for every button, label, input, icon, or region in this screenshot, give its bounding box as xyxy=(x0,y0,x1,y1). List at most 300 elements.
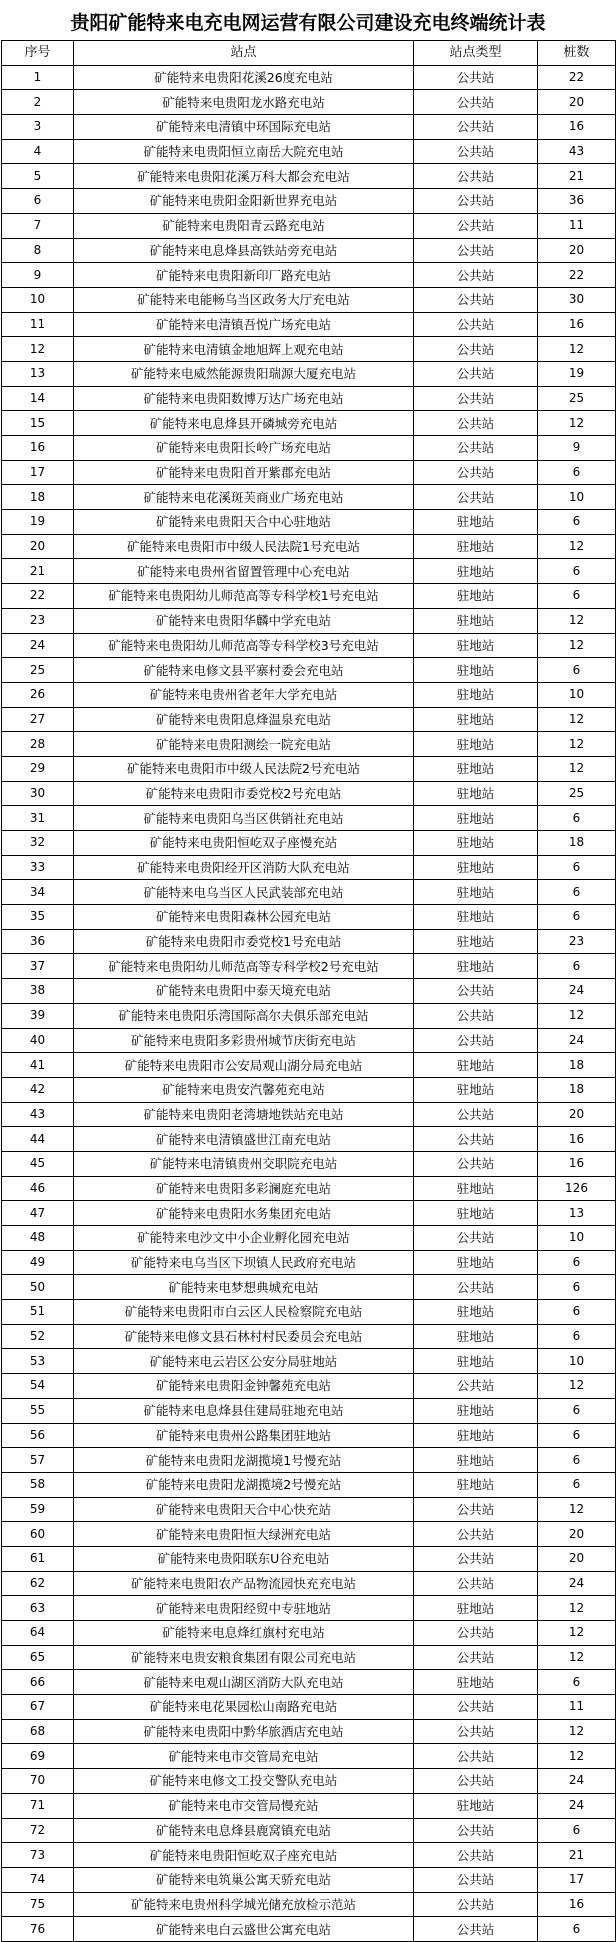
row-index: 47 xyxy=(2,1201,74,1226)
row-pile-count: 16 xyxy=(538,115,616,140)
row-index: 48 xyxy=(2,1226,74,1251)
table-row xyxy=(2,1769,616,1794)
row-index: 41 xyxy=(2,1053,74,1078)
row-station-name: 矿能特来电贵阳中黔华旅酒店充电站 xyxy=(74,1719,414,1744)
row-station-type: 公共站 xyxy=(414,1003,538,1028)
row-index: 3 xyxy=(2,115,74,140)
row-station-type: 驻地站 xyxy=(414,1793,538,1818)
row-index: 66 xyxy=(2,1670,74,1695)
row-pile-count: 22 xyxy=(538,263,616,288)
table-row xyxy=(2,806,616,831)
row-pile-count: 25 xyxy=(538,386,616,411)
table-row xyxy=(2,584,616,609)
row-station-name: 矿能特来电修文县平寨村委会充电站 xyxy=(74,658,414,683)
row-station-type: 驻地站 xyxy=(414,1201,538,1226)
row-index: 1 xyxy=(2,65,74,90)
row-index: 33 xyxy=(2,855,74,880)
row-pile-count: 19 xyxy=(538,361,616,386)
row-index: 63 xyxy=(2,1596,74,1621)
row-station-name: 矿能特来电花溪斑芙商业广场充电站 xyxy=(74,485,414,510)
row-pile-count: 6 xyxy=(538,1250,616,1275)
row-station-type: 驻地站 xyxy=(414,658,538,683)
row-pile-count: 16 xyxy=(538,1892,616,1917)
row-station-type: 驻地站 xyxy=(414,584,538,609)
table-row xyxy=(2,213,616,238)
table-row xyxy=(2,682,616,707)
row-index: 40 xyxy=(2,1028,74,1053)
row-station-name: 矿能特来电贵阳息烽温泉充电站 xyxy=(74,707,414,732)
row-index: 31 xyxy=(2,806,74,831)
row-pile-count: 6 xyxy=(538,954,616,979)
row-station-type: 公共站 xyxy=(414,337,538,362)
row-station-name: 矿能特来电贵安粮食集团有限公司充电站 xyxy=(74,1645,414,1670)
row-station-name: 矿能特来电观山湖区消防大队充电站 xyxy=(74,1670,414,1695)
row-pile-count: 24 xyxy=(538,979,616,1004)
row-station-type: 公共站 xyxy=(414,1818,538,1843)
row-pile-count: 25 xyxy=(538,781,616,806)
row-pile-count: 12 xyxy=(538,756,616,781)
row-station-type: 驻地站 xyxy=(414,1472,538,1497)
row-station-type: 公共站 xyxy=(414,1744,538,1769)
table-row xyxy=(2,1472,616,1497)
table-row xyxy=(2,1127,616,1152)
header-station: 站点 xyxy=(74,41,414,66)
row-pile-count: 36 xyxy=(538,189,616,214)
table-row xyxy=(2,929,616,954)
row-index: 44 xyxy=(2,1127,74,1152)
table-row xyxy=(2,1102,616,1127)
table-row xyxy=(2,781,616,806)
row-station-name: 矿能特来电乌当区下坝镇人民政府充电站 xyxy=(74,1250,414,1275)
table-row xyxy=(2,1867,616,1892)
table-row xyxy=(2,1719,616,1744)
row-pile-count: 16 xyxy=(538,1127,616,1152)
row-pile-count: 12 xyxy=(538,1596,616,1621)
row-pile-count: 6 xyxy=(538,905,616,930)
row-pile-count: 43 xyxy=(538,139,616,164)
row-index: 71 xyxy=(2,1793,74,1818)
row-pile-count: 30 xyxy=(538,287,616,312)
row-pile-count: 24 xyxy=(538,1769,616,1794)
table-row xyxy=(2,707,616,732)
row-index: 55 xyxy=(2,1398,74,1423)
table-row xyxy=(2,1423,616,1448)
row-station-name: 矿能特来电贵阳数博万达广场充电站 xyxy=(74,386,414,411)
row-pile-count: 6 xyxy=(538,1398,616,1423)
row-index: 17 xyxy=(2,460,74,485)
row-index: 9 xyxy=(2,263,74,288)
row-station-type: 公共站 xyxy=(414,115,538,140)
row-pile-count: 12 xyxy=(538,1374,616,1399)
row-station-type: 公共站 xyxy=(414,1127,538,1152)
row-station-name: 矿能特来电贵阳金钟馨苑充电站 xyxy=(74,1374,414,1399)
row-index: 7 xyxy=(2,213,74,238)
header-pile-count: 桩数 xyxy=(538,41,616,66)
row-station-name: 矿能特来电贵阳龙湖揽境2号慢充站 xyxy=(74,1472,414,1497)
row-station-type: 公共站 xyxy=(414,1374,538,1399)
table-row xyxy=(2,287,616,312)
row-pile-count: 6 xyxy=(538,806,616,831)
table-row xyxy=(2,1670,616,1695)
row-station-name: 矿能特来电贵阳长岭广场充电站 xyxy=(74,436,414,461)
row-station-type: 驻地站 xyxy=(414,1596,538,1621)
table-row xyxy=(2,855,616,880)
row-index: 26 xyxy=(2,682,74,707)
row-station-name: 矿能特来电贵阳市委党校2号充电站 xyxy=(74,781,414,806)
row-station-type: 驻地站 xyxy=(414,1250,538,1275)
table-row xyxy=(2,1275,616,1300)
row-station-type: 公共站 xyxy=(414,1571,538,1596)
row-pile-count: 12 xyxy=(538,411,616,436)
table-row xyxy=(2,1843,616,1868)
row-index: 39 xyxy=(2,1003,74,1028)
table-row xyxy=(2,756,616,781)
row-pile-count: 6 xyxy=(538,855,616,880)
row-index: 50 xyxy=(2,1275,74,1300)
row-station-type: 驻地站 xyxy=(414,534,538,559)
row-station-name: 矿能特来电贵阳幼儿师范高等专科学校2号充电站 xyxy=(74,954,414,979)
table-row xyxy=(2,1003,616,1028)
row-station-name: 矿能特来电贵州公路集团驻地站 xyxy=(74,1423,414,1448)
row-station-type: 驻地站 xyxy=(414,855,538,880)
row-index: 53 xyxy=(2,1349,74,1374)
row-station-name: 矿能特来电贵阳乌当区供销社充电站 xyxy=(74,806,414,831)
row-index: 42 xyxy=(2,1077,74,1102)
row-station-type: 驻地站 xyxy=(414,1077,538,1102)
row-station-type: 公共站 xyxy=(414,90,538,115)
row-station-type: 公共站 xyxy=(414,1546,538,1571)
row-index: 51 xyxy=(2,1300,74,1325)
row-index: 56 xyxy=(2,1423,74,1448)
row-index: 22 xyxy=(2,584,74,609)
row-pile-count: 6 xyxy=(538,1275,616,1300)
row-station-type: 驻地站 xyxy=(414,831,538,856)
row-pile-count: 12 xyxy=(538,1645,616,1670)
row-index: 5 xyxy=(2,164,74,189)
row-pile-count: 17 xyxy=(538,1867,616,1892)
row-pile-count: 6 xyxy=(538,1448,616,1473)
row-station-type: 驻地站 xyxy=(414,707,538,732)
row-station-type: 驻地站 xyxy=(414,633,538,658)
row-pile-count: 6 xyxy=(538,1423,616,1448)
charging-station-table xyxy=(1,40,616,1942)
row-station-type: 公共站 xyxy=(414,238,538,263)
row-index: 24 xyxy=(2,633,74,658)
row-station-name: 矿能特来电贵阳幼儿师范高等专科学校3号充电站 xyxy=(74,633,414,658)
row-index: 20 xyxy=(2,534,74,559)
row-pile-count: 6 xyxy=(538,658,616,683)
row-pile-count: 6 xyxy=(538,1300,616,1325)
table-row xyxy=(2,1300,616,1325)
row-pile-count: 6 xyxy=(538,1818,616,1843)
table-row xyxy=(2,460,616,485)
row-station-name: 矿能特来电清镇吾悦广场充电站 xyxy=(74,312,414,337)
row-index: 54 xyxy=(2,1374,74,1399)
table-row xyxy=(2,386,616,411)
row-pile-count: 24 xyxy=(538,1793,616,1818)
row-station-type: 公共站 xyxy=(414,1843,538,1868)
row-index: 60 xyxy=(2,1522,74,1547)
row-station-name: 矿能特来电贵阳华麟中学充电站 xyxy=(74,608,414,633)
row-station-name: 矿能特来电贵州省留置管理中心充电站 xyxy=(74,559,414,584)
row-station-type: 驻地站 xyxy=(414,1176,538,1201)
row-index: 76 xyxy=(2,1917,74,1942)
row-station-name: 矿能特来电贵阳花溪万科大都会充电站 xyxy=(74,164,414,189)
table-body xyxy=(2,65,616,1941)
row-pile-count: 12 xyxy=(538,1003,616,1028)
row-station-type: 公共站 xyxy=(414,1719,538,1744)
row-pile-count: 6 xyxy=(538,880,616,905)
row-station-name: 矿能特来电息烽县高铁站旁充电站 xyxy=(74,238,414,263)
row-station-type: 公共站 xyxy=(414,1769,538,1794)
row-index: 43 xyxy=(2,1102,74,1127)
row-station-name: 矿能特来电沙文中小企业孵化园充电站 xyxy=(74,1226,414,1251)
row-index: 30 xyxy=(2,781,74,806)
row-station-name: 矿能特来电贵阳经贸中专驻地站 xyxy=(74,1596,414,1621)
row-pile-count: 20 xyxy=(538,238,616,263)
row-index: 45 xyxy=(2,1151,74,1176)
row-station-type: 公共站 xyxy=(414,1867,538,1892)
row-station-name: 矿能特来电贵阳花溪26度充电站 xyxy=(74,65,414,90)
row-station-type: 公共站 xyxy=(414,263,538,288)
row-index: 38 xyxy=(2,979,74,1004)
table-row xyxy=(2,164,616,189)
row-station-name: 矿能特来电贵阳天合中心驻地站 xyxy=(74,510,414,535)
row-station-type: 公共站 xyxy=(414,139,538,164)
row-station-name: 矿能特来电清镇中环国际充电站 xyxy=(74,115,414,140)
table-row xyxy=(2,1349,616,1374)
table-row xyxy=(2,1645,616,1670)
row-station-type: 驻地站 xyxy=(414,929,538,954)
row-pile-count: 16 xyxy=(538,312,616,337)
row-index: 59 xyxy=(2,1497,74,1522)
table-row xyxy=(2,1151,616,1176)
row-station-type: 公共站 xyxy=(414,436,538,461)
table-row xyxy=(2,1571,616,1596)
row-pile-count: 6 xyxy=(538,1324,616,1349)
row-station-name: 矿能特来电贵阳市中级人民法院1号充电站 xyxy=(74,534,414,559)
row-pile-count: 10 xyxy=(538,682,616,707)
row-pile-count: 22 xyxy=(538,65,616,90)
row-station-name: 矿能特来电息烽红旗村充电站 xyxy=(74,1621,414,1646)
row-index: 69 xyxy=(2,1744,74,1769)
row-station-name: 矿能特来电市交管局充电站 xyxy=(74,1744,414,1769)
table-row xyxy=(2,1448,616,1473)
row-station-name: 矿能特来电贵阳森林公园充电站 xyxy=(74,905,414,930)
row-index: 64 xyxy=(2,1621,74,1646)
row-station-type: 公共站 xyxy=(414,1028,538,1053)
table-row xyxy=(2,979,616,1004)
row-station-name: 矿能特来电贵阳农产品物流园快充充电站 xyxy=(74,1571,414,1596)
row-index: 74 xyxy=(2,1867,74,1892)
row-index: 72 xyxy=(2,1818,74,1843)
document-title: 贵阳矿能特来电充电网运营有限公司建设充电终端统计表 xyxy=(70,12,546,34)
row-station-type: 公共站 xyxy=(414,1645,538,1670)
table-row xyxy=(2,1744,616,1769)
row-pile-count: 16 xyxy=(538,1151,616,1176)
table-row xyxy=(2,1818,616,1843)
row-station-name: 矿能特来电贵阳中泰天境充电站 xyxy=(74,979,414,1004)
row-station-name: 矿能特来电贵阳天合中心快充站 xyxy=(74,1497,414,1522)
row-index: 16 xyxy=(2,436,74,461)
row-pile-count: 10 xyxy=(538,485,616,510)
table-row xyxy=(2,831,616,856)
row-index: 4 xyxy=(2,139,74,164)
row-pile-count: 12 xyxy=(538,732,616,757)
row-index: 14 xyxy=(2,386,74,411)
row-pile-count: 12 xyxy=(538,1497,616,1522)
row-station-type: 公共站 xyxy=(414,312,538,337)
row-station-name: 矿能特来电贵阳龙水路充电站 xyxy=(74,90,414,115)
table-row xyxy=(2,905,616,930)
row-station-type: 驻地站 xyxy=(414,1398,538,1423)
row-station-type: 驻地站 xyxy=(414,954,538,979)
row-station-type: 驻地站 xyxy=(414,905,538,930)
row-index: 29 xyxy=(2,756,74,781)
row-station-type: 公共站 xyxy=(414,1226,538,1251)
table-row xyxy=(2,312,616,337)
row-station-name: 矿能特来电贵阳金阳新世界充电站 xyxy=(74,189,414,214)
row-pile-count: 11 xyxy=(538,213,616,238)
row-index: 52 xyxy=(2,1324,74,1349)
table-row xyxy=(2,1201,616,1226)
row-station-name: 矿能特来电贵阳首开紫郡充电站 xyxy=(74,460,414,485)
table-row xyxy=(2,1621,616,1646)
header-station-type: 站点类型 xyxy=(414,41,538,66)
row-pile-count: 12 xyxy=(538,337,616,362)
row-pile-count: 10 xyxy=(538,1226,616,1251)
table-row xyxy=(2,411,616,436)
table-row xyxy=(2,485,616,510)
row-station-name: 矿能特来电贵阳新印厂路充电站 xyxy=(74,263,414,288)
table-row xyxy=(2,1546,616,1571)
table-row xyxy=(2,658,616,683)
row-station-type: 公共站 xyxy=(414,386,538,411)
row-pile-count: 18 xyxy=(538,1077,616,1102)
table-row xyxy=(2,1053,616,1078)
table-row xyxy=(2,880,616,905)
row-index: 2 xyxy=(2,90,74,115)
row-station-type: 公共站 xyxy=(414,460,538,485)
row-pile-count: 6 xyxy=(538,559,616,584)
row-index: 65 xyxy=(2,1645,74,1670)
row-station-type: 驻地站 xyxy=(414,510,538,535)
table-row xyxy=(2,1226,616,1251)
row-station-name: 矿能特来电息烽县开磷城旁充电站 xyxy=(74,411,414,436)
row-station-name: 矿能特来电贵安汽馨苑充电站 xyxy=(74,1077,414,1102)
row-pile-count: 20 xyxy=(538,1102,616,1127)
row-index: 73 xyxy=(2,1843,74,1868)
row-station-name: 矿能特来电贵阳老湾塘地铁站充电站 xyxy=(74,1102,414,1127)
table-row xyxy=(2,510,616,535)
row-station-type: 驻地站 xyxy=(414,781,538,806)
row-pile-count: 12 xyxy=(538,1719,616,1744)
row-index: 68 xyxy=(2,1719,74,1744)
table-row xyxy=(2,436,616,461)
table-row xyxy=(2,732,616,757)
row-station-name: 矿能特来电威然能源贵阳瑞源大厦充电站 xyxy=(74,361,414,386)
row-pile-count: 21 xyxy=(538,1843,616,1868)
row-station-type: 驻地站 xyxy=(414,1300,538,1325)
table-row xyxy=(2,263,616,288)
row-station-type: 驻地站 xyxy=(414,806,538,831)
table-row xyxy=(2,90,616,115)
row-station-name: 矿能特来电贵阳乐湾国际高尔夫俱乐部充电站 xyxy=(74,1003,414,1028)
table-row xyxy=(2,1398,616,1423)
row-station-name: 矿能特来电贵阳恒立南岳大院充电站 xyxy=(74,139,414,164)
row-station-name: 矿能特来电息烽县住建局驻地充电站 xyxy=(74,1398,414,1423)
table-row xyxy=(2,1077,616,1102)
row-station-name: 矿能特来电花果园松山南路充电站 xyxy=(74,1695,414,1720)
row-pile-count: 126 xyxy=(538,1176,616,1201)
row-pile-count: 12 xyxy=(538,1744,616,1769)
row-station-name: 矿能特来电白云盛世公寓充电站 xyxy=(74,1917,414,1942)
row-station-type: 公共站 xyxy=(414,1695,538,1720)
row-index: 6 xyxy=(2,189,74,214)
row-station-name: 矿能特来电贵阳多彩贵州城节庆街充电站 xyxy=(74,1028,414,1053)
row-pile-count: 11 xyxy=(538,1695,616,1720)
row-station-name: 矿能特来电贵阳市公安局观山湖分局充电站 xyxy=(74,1053,414,1078)
row-pile-count: 12 xyxy=(538,707,616,732)
row-station-name: 矿能特来电清镇金地旭辉上观充电站 xyxy=(74,337,414,362)
table-row xyxy=(2,337,616,362)
row-pile-count: 10 xyxy=(538,1349,616,1374)
header-index: 序号 xyxy=(2,41,74,66)
row-index: 13 xyxy=(2,361,74,386)
row-station-name: 矿能特来电贵阳龙湖揽境1号慢充站 xyxy=(74,1448,414,1473)
row-station-type: 公共站 xyxy=(414,1917,538,1942)
table-row xyxy=(2,1522,616,1547)
row-station-name: 矿能特来电清镇盛世江南充电站 xyxy=(74,1127,414,1152)
row-pile-count: 24 xyxy=(538,1028,616,1053)
table-row xyxy=(2,1176,616,1201)
row-index: 67 xyxy=(2,1695,74,1720)
row-station-type: 公共站 xyxy=(414,189,538,214)
row-pile-count: 12 xyxy=(538,534,616,559)
row-pile-count: 9 xyxy=(538,436,616,461)
row-station-type: 驻地站 xyxy=(414,1670,538,1695)
row-station-name: 矿能特来电贵阳市白云区人民检察院充电站 xyxy=(74,1300,414,1325)
table-row xyxy=(2,1497,616,1522)
row-index: 35 xyxy=(2,905,74,930)
table-row xyxy=(2,1374,616,1399)
row-station-type: 驻地站 xyxy=(414,1349,538,1374)
row-station-name: 矿能特来电市交管局慢充站 xyxy=(74,1793,414,1818)
row-station-name: 矿能特来电贵阳恒大绿洲充电站 xyxy=(74,1522,414,1547)
row-pile-count: 18 xyxy=(538,831,616,856)
row-station-type: 驻地站 xyxy=(414,608,538,633)
row-station-name: 矿能特来电贵阳经开区消防大队充电站 xyxy=(74,855,414,880)
row-station-type: 公共站 xyxy=(414,1151,538,1176)
row-station-type: 驻地站 xyxy=(414,682,538,707)
table-row xyxy=(2,361,616,386)
row-index: 57 xyxy=(2,1448,74,1473)
row-pile-count: 6 xyxy=(538,584,616,609)
row-pile-count: 12 xyxy=(538,1621,616,1646)
row-pile-count: 24 xyxy=(538,1571,616,1596)
row-station-type: 驻地站 xyxy=(414,880,538,905)
table-header-row xyxy=(2,41,616,66)
table-row xyxy=(2,1695,616,1720)
table-row xyxy=(2,1892,616,1917)
row-station-type: 驻地站 xyxy=(414,559,538,584)
table-row xyxy=(2,238,616,263)
row-station-type: 驻地站 xyxy=(414,756,538,781)
row-station-name: 矿能特来电贵州省老年大学充电站 xyxy=(74,682,414,707)
row-pile-count: 6 xyxy=(538,460,616,485)
row-pile-count: 13 xyxy=(538,1201,616,1226)
row-pile-count: 6 xyxy=(538,1472,616,1497)
